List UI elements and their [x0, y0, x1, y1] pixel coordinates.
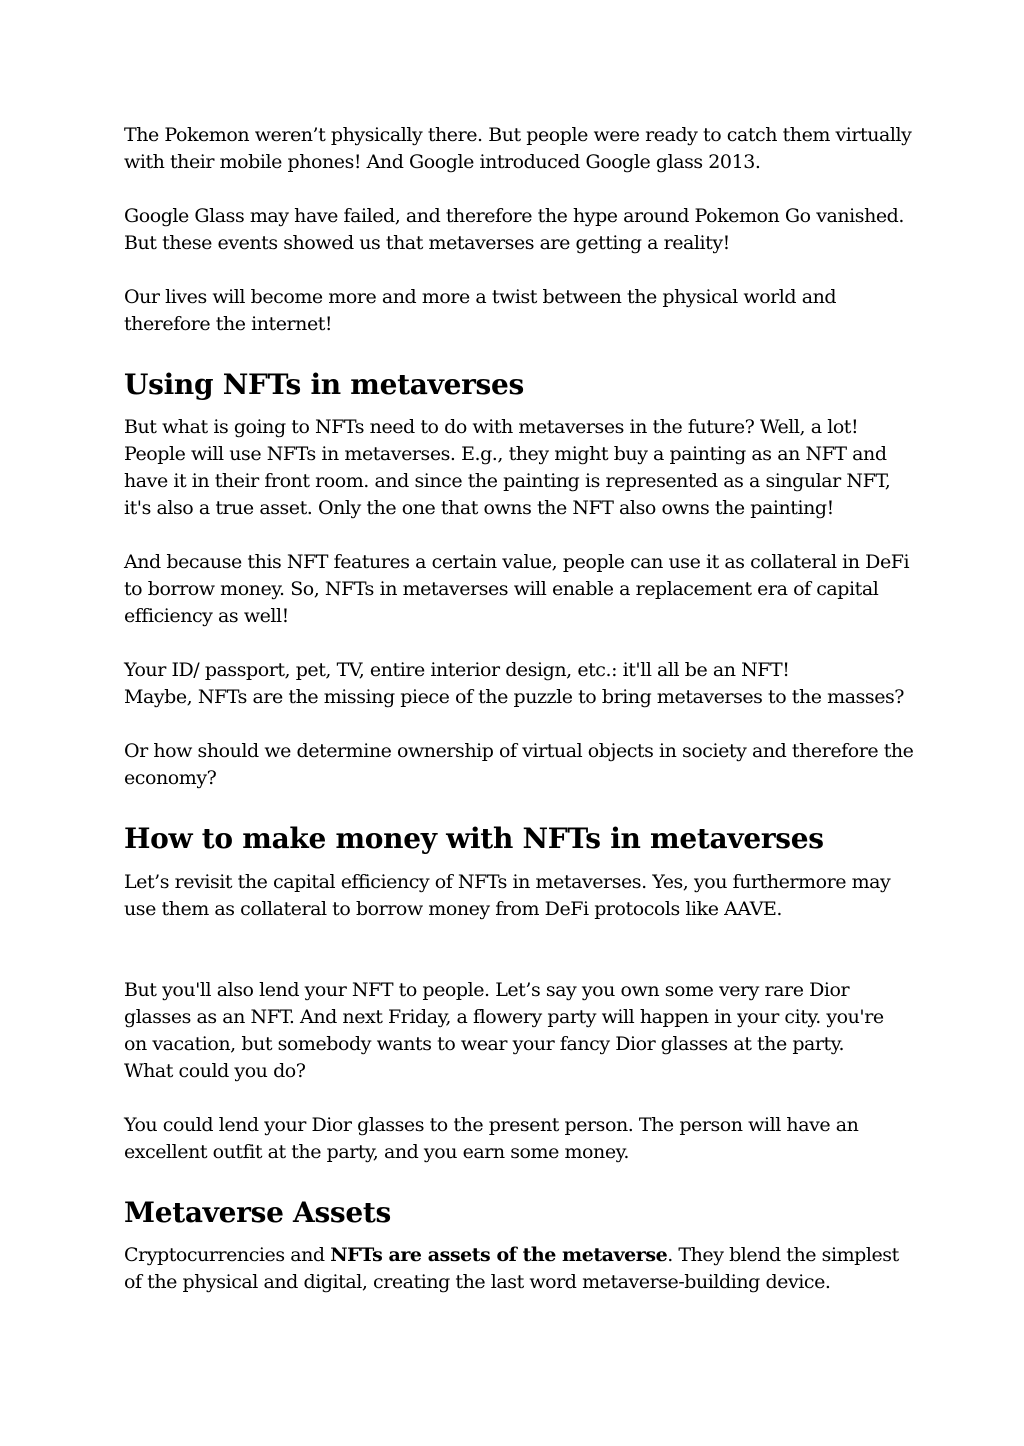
intro-paragraph-2-line-2: But these events showed us that metaverses are getting a reality!	[124, 232, 730, 254]
section1-p1-line-3: have it in their front room. and since the painting is represented as a singular NFT,	[124, 470, 891, 492]
section-heading-metaverse-assets: Metaverse Assets	[124, 1196, 392, 1229]
section1-p4-line-1: Or how should we determine ownership of virtual objects in society and therefore the	[124, 740, 914, 762]
section3-p1-suffix: . They blend the simplest	[667, 1244, 899, 1266]
section1-p1-line-4: it's also a true asset. Only the one that owns the NFT also owns the painting!	[124, 497, 834, 519]
section1-p1-line-2: People will use NFTs in metaverses. E.g., they might buy a painting as an NFT and	[124, 443, 887, 465]
section1-p3-line-2: Maybe, NFTs are the missing piece of the puzzle to bring metaverses to the masses?	[124, 686, 905, 708]
section3-p1-bold: NFTs are assets of the metaverse	[330, 1244, 668, 1266]
section2-p3-line-1: You could lend your Dior glasses to the present person. The person will have an	[124, 1114, 859, 1136]
section2-p2-line-2: glasses as an NFT. And next Friday, a flowery party will happen in your city. you're	[124, 1006, 884, 1028]
intro-paragraph-3-line-1: Our lives will become more and more a twist between the physical world and	[124, 286, 837, 308]
section3-p1-prefix: Cryptocurrencies and	[124, 1244, 331, 1266]
section2-p1-line-2: use them as collateral to borrow money from DeFi protocols like AAVE.	[124, 898, 782, 920]
section1-p4-line-2: economy?	[124, 767, 217, 789]
intro-paragraph-1-line-1: The Pokemon weren’t physically there. But people were ready to catch them virtually	[124, 124, 912, 146]
section-heading-make-money: How to make money with NFTs in metaverses	[124, 822, 824, 855]
section1-p2-line-1: And because this NFT features a certain value, people can use it as collateral in DeFi	[124, 551, 910, 573]
section1-p1-line-1: But what is going to NFTs need to do with metaverses in the future? Well, a lot!	[124, 416, 859, 438]
section-heading-using-nfts: Using NFTs in metaverses	[124, 368, 524, 401]
section3-p1-line-2: of the physical and digital, creating the last word metaverse-building device.	[124, 1271, 831, 1293]
section2-p3-line-2: excellent outfit at the party, and you earn some money.	[124, 1141, 629, 1163]
intro-paragraph-3-line-2: therefore the internet!	[124, 313, 333, 335]
section3-p1-line-1	[124, 1242, 899, 1269]
intro-paragraph-1-line-2: with their mobile phones! And Google introduced Google glass 2013.	[124, 151, 761, 173]
section2-p2-line-3: on vacation, but somebody wants to wear your fancy Dior glasses at the party.	[124, 1033, 845, 1055]
intro-paragraph-2-line-1: Google Glass may have failed, and therefore the hype around Pokemon Go vanished.	[124, 205, 904, 227]
section2-p1-line-1: Let’s revisit the capital efficiency of NFTs in metaverses. Yes, you furthermore may	[124, 871, 891, 893]
section1-p2-line-2: to borrow money. So, NFTs in metaverses will enable a replacement era of capital	[124, 578, 879, 600]
section1-p3-line-1: Your ID/ passport, pet, TV, entire interior design, etc.: it'll all be an NFT!	[124, 659, 790, 681]
section2-p2-line-1: But you'll also lend your NFT to people. Let’s say you own some very rare Dior	[124, 979, 850, 1001]
section1-p2-line-3: efficiency as well!	[124, 605, 289, 627]
section2-p2-line-4: What could you do?	[124, 1060, 306, 1082]
